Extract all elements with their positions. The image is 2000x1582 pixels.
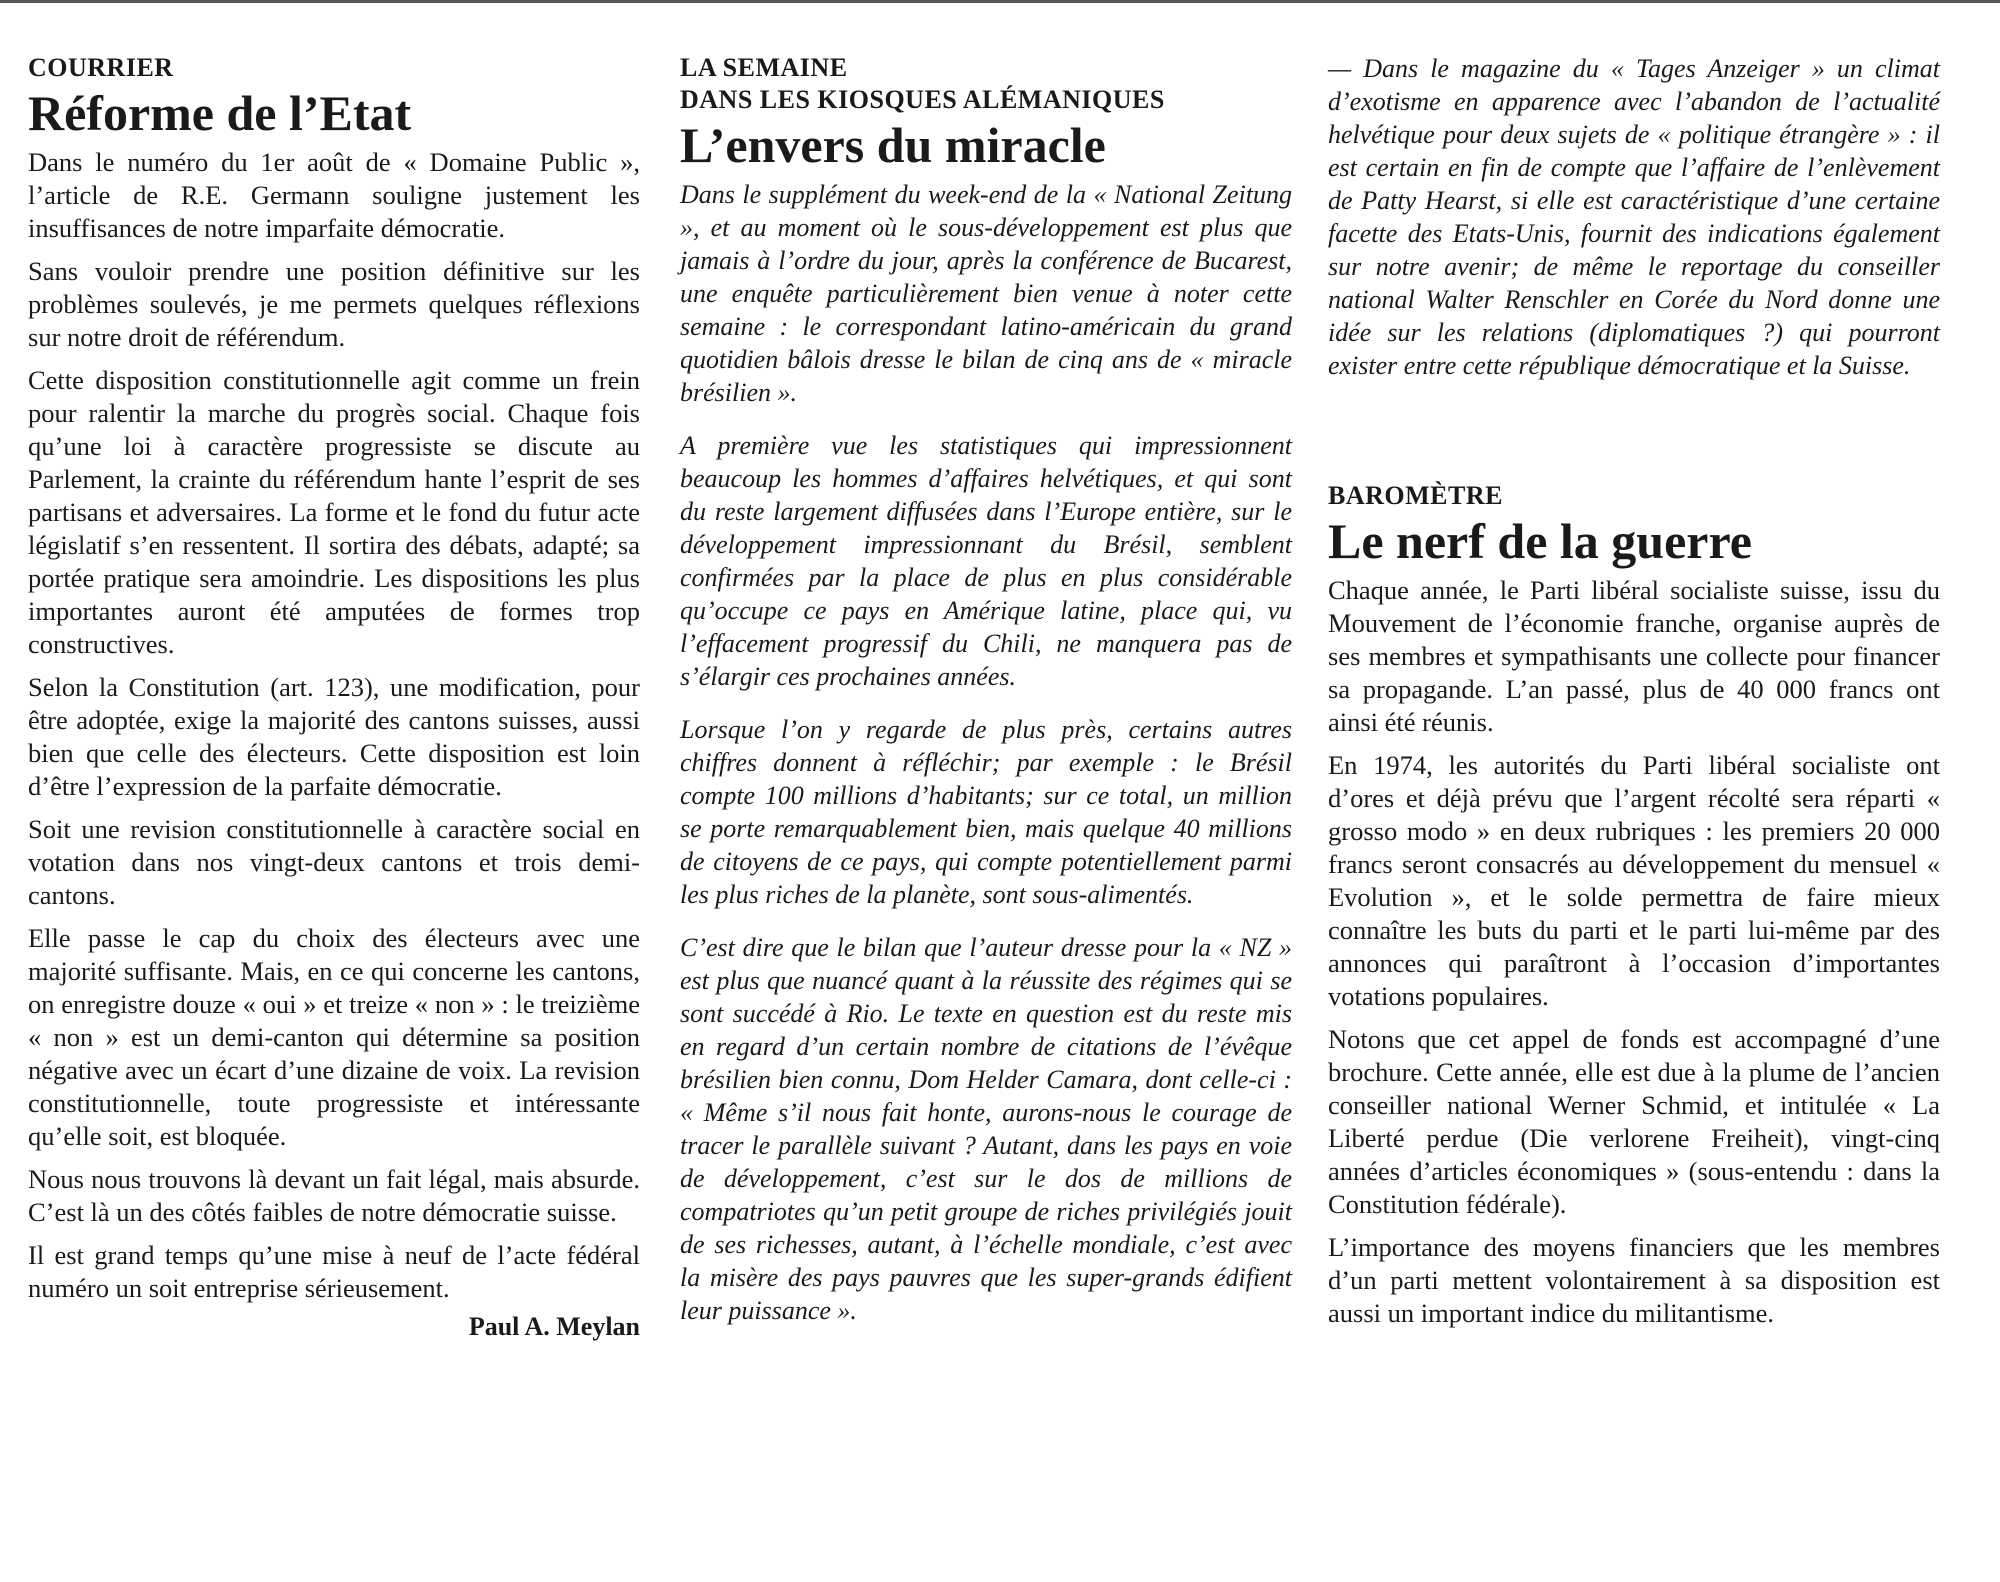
section-kicker: COURRIER <box>28 53 174 82</box>
article-title: Le nerf de la guerre <box>1328 513 1752 569</box>
column-barometre <box>1328 52 1940 1340</box>
article-paragraph: A première vue les statistiques qui impressionnent beaucoup les hommes d’affaires helvétiques, et qui sont du reste largement diffusées dans l’Europe entière, sur le développement impressionnant du Brésil, semblent confirmées par la place de plus en plus considérable qu’occupe ce pays en Amérique latine, place qui, vu l’effacement progressif du Chili, ne manquera pas de s’élargir ces prochaines années. <box>680 431 1292 691</box>
article-paragraph: Dans le numéro du 1er août de « Domaine Public », l’article de R.E. Germann souligne justement les insuffisances de notre imparfaite démocratie. <box>28 147 640 243</box>
article-paragraph: Notons que cet appel de fonds est accompagné d’une brochure. Cette année, elle est due à la plume de l’ancien conseiller national Werner Schmid, et intitulée « La Liberté perdue (Die verlorene Freiheit), vingt-cinq années d’articles économiques » (sous-entendu : dans la Constitution fédérale). <box>1328 1024 1940 1219</box>
article-paragraph: Lorsque l’on y regarde de plus près, certains autres chiffres donnent à réfléchir; par exemple : le Brésil compte 100 millions d’habitants; sur ce total, un million se porte remarquablement bien, mais quelque 40 millions de citoyens de ce pays, qui compte potentiellement parmi les plus riches de la planète, sont sous-alimentés. <box>680 715 1292 909</box>
article-paragraph: Selon la Constitution (art. 123), une modification, pour être adoptée, exige la majorité des cantons suisses, aussi bien que celle des électeurs. Cette disposition est loin d’être l’expression de la parfaite démocratie. <box>28 672 640 801</box>
article-paragraph: Nous nous trouvons là devant un fait légal, mais absurde. C’est là un des côtés faibles de notre démocratie suisse. <box>28 1164 640 1227</box>
article-paragraph: Elle passe le cap du choix des électeurs avec une majorité suffisante. Mais, en ce qui concerne les cantons, on enregistre douze « oui » et treize « non » : le treizième « non » est un demi-canton qui détermine sa position négative avec un écart d’une dizaine de voix. La revision constitutionnelle, toute progressiste et intéressante qu’elle soit, est bloquée. <box>28 923 640 1151</box>
top-rule <box>0 0 2000 3</box>
article-paragraph: C’est dire que le bilan que l’auteur dresse pour la « NZ » est plus que nuancé quant à la réussite des régimes qui se sont succédé à Rio. Le texte en question est du reste mis en regard d’un certain nombre de citations de l’évêque brésilien bien connu, Dom Helder Camara, dont celle-ci : « Même s’il nous fait honte, aurons-nous le courage de tracer le parallèle suivant ? Autant, dans les pays en voie de développement, c’est sur le dos de millions de compatriotes qu’un petit groupe de riches privilégiés jouit de ses richesses, autant, à l’échelle mondiale, c’est avec la misère des pays pauvres que les super-grands édifient leur puissance ». <box>680 933 1292 1325</box>
article-title: L’envers du miracle <box>680 117 1106 173</box>
article-paragraph: Cette disposition constitutionnelle agit comme un frein pour ralentir la marche du progrès social. Chaque fois qu’une loi à caractère progressiste se discute au Parlement, la crainte du référendum hante l’esprit de ses partisans et adversaires. La forme et le fond du futur acte législatif s’en ressentent. Il sortira des débats, adapté; sa portée pratique sera amoindrie. Les dispositions les plus importantes auront été amputées de formes trop constructives. <box>28 365 640 659</box>
section-kicker-line2: DANS LES KIOSQUES ALÉMANIQUES <box>680 85 1165 114</box>
article-paragraph: Dans le supplément du week-end de la « National Zeitung », et au moment où le sous-développement est plus que jamais à l’ordre du jour, après la conférence de Bucarest, une enquête particulièrement bien venue à noter cette semaine : le correspondant latino-américain du grand quotidien bâlois dresse le bilan de cinq ans de « miracle brésilien ». <box>680 180 1292 407</box>
article-title: Réforme de l’Etat <box>28 85 412 141</box>
column-semaine <box>680 52 1292 1347</box>
article-paragraph: — Dans le magazine du « Tages Anzeiger » un climat d’exotisme en apparence avec l’abandon de l’actualité helvétique pour deux sujets de « politique étrangère » : il est certain en fin de compte que l’affaire de l’enlèvement de Patty Hearst, si elle est caractéristique d’une certaine facette des Etats-Unis, fournit des indications également sur notre avenir; de même le reportage du conseiller national Walter Renschler en Corée du Nord donne une idée sur les relations (diplomatiques ?) qui pourront exister entre cette république démocratique et la Suisse. <box>1328 54 1940 380</box>
article-paragraph: Soit une revision constitutionnelle à caractère social en votation dans nos vingt-deux cantons et trois demi-cantons. <box>28 814 640 910</box>
section-kicker: LA SEMAINE <box>680 53 848 82</box>
article-paragraph: Chaque année, le Parti libéral socialiste suisse, issu du Mouvement de l’économie franche, organise auprès de ses membres et sympathisants une collecte pour financer sa propagande. L’an passé, plus de 40 000 francs ont ainsi été réunis. <box>1328 575 1940 737</box>
article-paragraph: Sans vouloir prendre une position définitive sur les problèmes soulevés, je me permets quelques réflexions sur notre droit de référendum. <box>28 256 640 352</box>
article-paragraph: Il est grand temps qu’une mise à neuf de l’acte fédéral numéro un soit entreprise sérieusement. <box>28 1240 640 1303</box>
semaine-continuation <box>1328 52 1940 382</box>
article-paragraph: L’importance des moyens financiers que les membres d’un parti mettent volontairement à sa disposition est aussi un important indice du militantisme. <box>1328 1232 1940 1328</box>
article-paragraph: En 1974, les autorités du Parti libéral socialiste ont d’ores et déjà prévu que l’argent récolté sera réparti « grosso modo » en deux rubriques : les premiers 20 000 francs seront consacrés au développement du mensuel « Evolution », et le solde permettra de faire mieux connaître les buts du parti et le parti lui-même par des annonces qui paraîtront à l’occasion d’importantes votations populaires. <box>1328 750 1940 1011</box>
section-kicker: BAROMÈTRE <box>1328 481 1503 510</box>
column-courrier <box>28 52 640 1343</box>
section-spacer <box>1328 402 1940 480</box>
author-signature: Paul A. Meylan <box>468 1312 640 1341</box>
